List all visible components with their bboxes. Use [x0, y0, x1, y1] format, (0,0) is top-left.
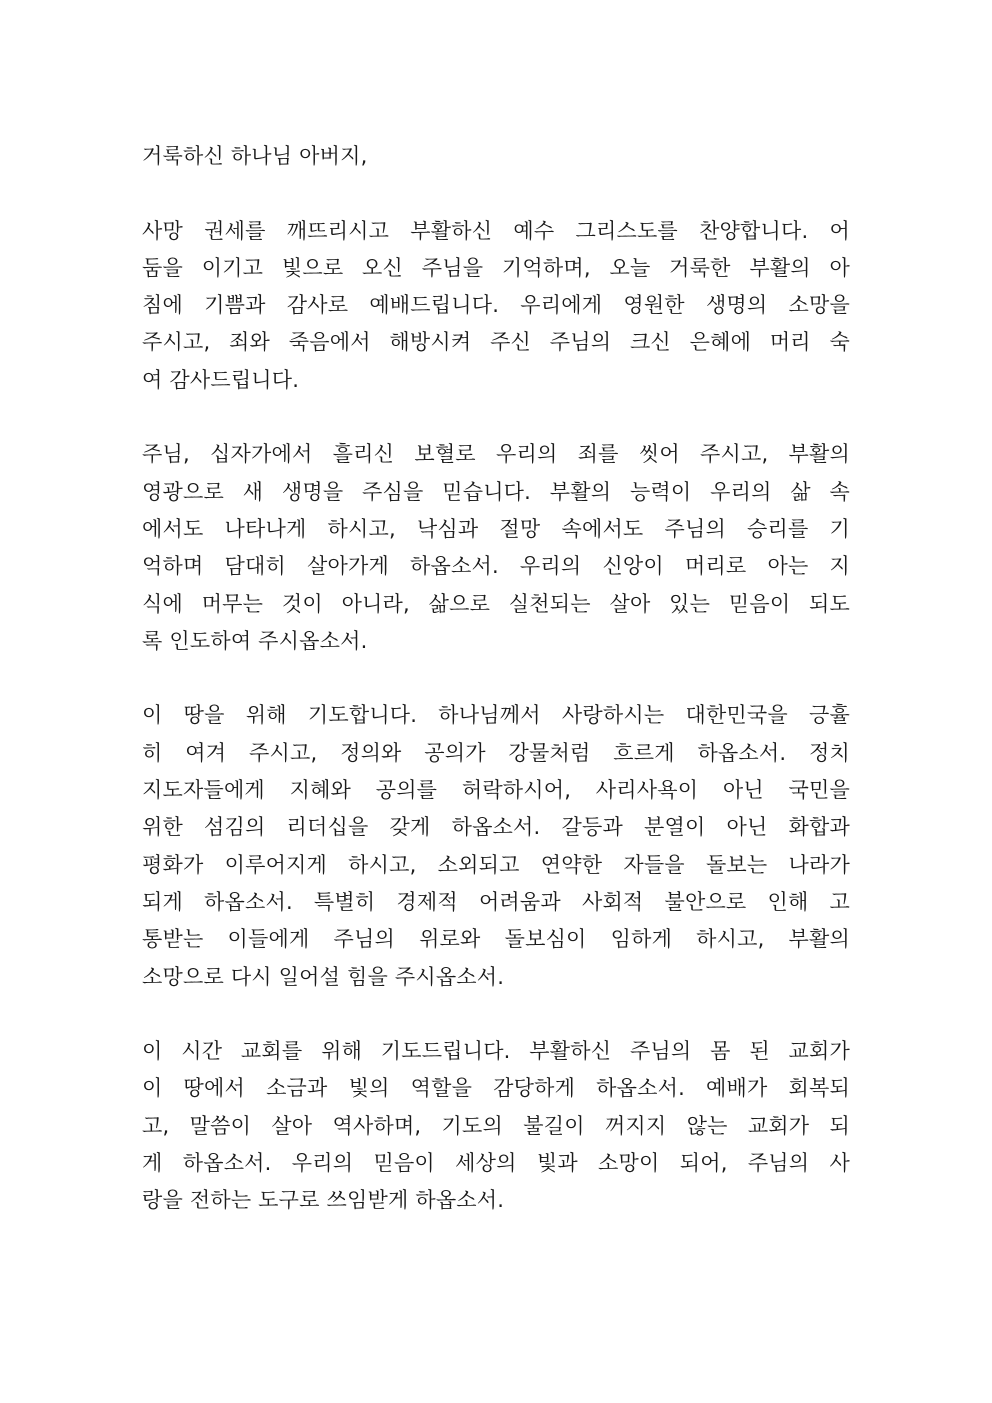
paragraph-line: 위한 섬김의 리더십을 갖게 하옵소서. 갈등과 분열이 아닌 화합과: [142, 815, 850, 840]
paragraph-gap: [142, 996, 850, 1033]
paragraph-4: [142, 1033, 850, 1219]
paragraph-line: 이 시간 교회를 위해 기도드립니다. 부활하신 주님의 몸 된 교회가: [142, 1039, 850, 1064]
paragraph-line: 여 감사드립니다.: [142, 367, 300, 392]
paragraph-line: 통받는 이들에게 주님의 위로와 돌보심이 임하게 하시고, 부활의: [142, 927, 850, 952]
paragraph-line: 이 땅에서 소금과 빛의 역할을 감당하게 하옵소서. 예배가 회복되: [142, 1076, 850, 1101]
paragraph-line: 침에 기쁨과 감사로 예배드립니다. 우리에게 영원한 생명의 소망을: [142, 293, 850, 318]
paragraph-3: [142, 697, 850, 995]
paragraph-gap: [142, 175, 850, 212]
paragraph-1: [142, 213, 850, 399]
paragraph-gap: [142, 399, 850, 436]
paragraph-line: 록 인도하여 주시옵소서.: [142, 628, 368, 653]
paragraph-line: 지도자들에게 지혜와 공의를 허락하시어, 사리사욕이 아닌 국민을: [142, 778, 850, 803]
paragraph-line: 주님, 십자가에서 흘리신 보혈로 우리의 죄를 씻어 주시고, 부활의: [142, 442, 850, 467]
paragraph-line: 되게 하옵소서. 특별히 경제적 어려움과 사회적 불안으로 인해 고: [142, 889, 850, 914]
paragraph-line: 에서도 나타나게 하시고, 낙심과 절망 속에서도 주님의 승리를 기: [142, 516, 850, 541]
paragraph-line: 둠을 이기고 빛으로 오신 주님을 기억하며, 오늘 거룩한 부활의 아: [142, 255, 850, 280]
paragraph-line: 게 하옵소서. 우리의 믿음이 세상의 빛과 소망이 되어, 주님의 사: [142, 1151, 850, 1176]
paragraph-line: 랑을 전하는 도구로 쓰임받게 하옵소서.: [142, 1188, 505, 1213]
paragraph-line: 평화가 이루어지게 하시고, 소외되고 연약한 자들을 돌보는 나라가: [142, 852, 850, 877]
paragraph-line: 소망으로 다시 일어설 힘을 주시옵소서.: [142, 964, 505, 989]
paragraph-2: [142, 436, 850, 660]
paragraph-line: 억하며 담대히 살아가게 하옵소서. 우리의 신앙이 머리로 아는 지: [142, 554, 850, 579]
paragraph-line: 주시고, 죄와 죽음에서 해방시켜 주신 주님의 크신 은혜에 머리 숙: [142, 330, 850, 355]
paragraph-line: 히 여겨 주시고, 정의와 공의가 강물처럼 흐르게 하옵소서. 정치: [142, 740, 850, 765]
paragraph-line: 영광으로 새 생명을 주심을 믿습니다. 부활의 능력이 우리의 삶 속: [142, 479, 850, 504]
prayer-text: [142, 138, 850, 1220]
paragraph-line: 고, 말씀이 살아 역사하며, 기도의 불길이 꺼지지 않는 교회가 되: [142, 1113, 850, 1138]
salutation: 거룩하신 하나님 아버지,: [142, 144, 368, 168]
paragraph-gap: [142, 660, 850, 697]
paragraph-line: 식에 머무는 것이 아니라, 삶으로 실천되는 살아 있는 믿음이 되도: [142, 591, 850, 616]
paragraph-line: 사망 권세를 깨뜨리시고 부활하신 예수 그리스도를 찬양합니다. 어: [142, 218, 850, 243]
paragraph-line: 이 땅을 위해 기도합니다. 하나님께서 사랑하시는 대한민국을 긍휼: [142, 703, 850, 728]
